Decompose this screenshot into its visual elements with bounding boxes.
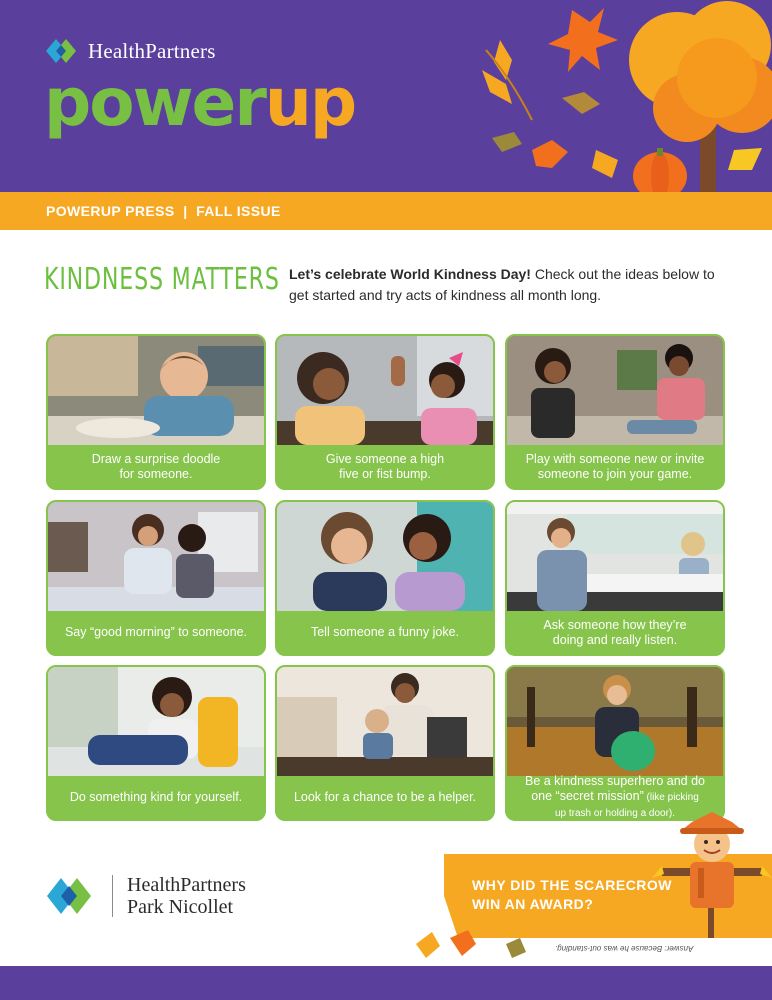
leaves-decoration: [410, 924, 530, 964]
photo-kids-playing-cards: [507, 336, 723, 445]
caption-line: for someone.: [119, 466, 193, 481]
card-caption: [507, 611, 723, 654]
healthpartners-park-nicollet-logo: [46, 874, 246, 918]
riddle-line-2: WIN AN AWARD?: [472, 896, 594, 912]
footer-bar: [0, 966, 772, 1000]
intro-paragraph: [289, 264, 729, 306]
diamond-logo-icon: [46, 38, 82, 64]
kindness-card-doodle: [46, 334, 266, 490]
photo-girls-talking: [48, 502, 264, 611]
card-caption: [48, 611, 264, 654]
caption-line: Be a kindness superhero and do: [525, 774, 705, 788]
caption-line: Tell someone a funny joke.: [310, 625, 459, 639]
photo-girl-picking-trash: [507, 667, 723, 776]
logo-text: [127, 874, 246, 918]
brand-name: HealthPartners: [88, 38, 216, 63]
caption-line: five or fist bump.: [339, 466, 431, 481]
caption-line: Ask someone how they’re: [543, 617, 687, 632]
scarecrow-illustration: [652, 808, 772, 938]
kindness-card-joke: [275, 500, 495, 656]
intro-rest: Check out the ideas below to get started and try acts of kindness all month long.: [289, 266, 715, 303]
card-caption: [277, 445, 493, 488]
photo-kitchen-helper: [277, 667, 493, 776]
photo-girl-journaling: [48, 667, 264, 776]
card-caption: [277, 776, 493, 819]
kindness-card-high-five: [275, 334, 495, 490]
caption-line: Give someone a high: [325, 451, 445, 466]
logo-line-2: Park Nicollet: [127, 896, 234, 918]
powerup-wordmark: [44, 64, 356, 141]
card-caption: [48, 445, 264, 488]
riddle-question: [472, 876, 672, 914]
kindness-card-play: [505, 334, 725, 490]
photo-boy-drawing: [48, 336, 264, 445]
caption-line: Say “good morning” to someone.: [64, 625, 248, 639]
diamond-logo-icon: [46, 876, 100, 916]
logo-line-1: HealthPartners: [127, 874, 246, 896]
photo-dad-listening: [507, 502, 723, 611]
caption-line-small: up trash or holding a door).: [554, 808, 676, 819]
card-caption: [277, 611, 493, 654]
card-caption: [48, 776, 264, 819]
autumn-tree-illustration: [472, 0, 772, 192]
logo-divider: [112, 875, 113, 917]
section-title: KINDNESS MATTERS: [44, 262, 280, 297]
riddle-answer-upside-down: Answer: Because he was out-standing.: [555, 944, 694, 953]
caption-line: Look for a chance to be a helper.: [293, 790, 477, 804]
kindness-card-yourself: [46, 665, 266, 821]
caption-line: Draw a surprise doodle: [91, 451, 221, 466]
wordmark-power: power: [44, 64, 265, 141]
caption-line: doing and really listen.: [552, 632, 678, 647]
caption-line: Do something kind for yourself.: [69, 790, 243, 804]
healthpartners-logo: [46, 38, 216, 64]
intro-bold: Let’s celebrate World Kindness Day!: [289, 266, 531, 282]
header-banner: [0, 0, 772, 192]
issue-label: POWERUP PRESS | FALL ISSUE: [46, 203, 281, 219]
kindness-card-superhero: [505, 665, 725, 821]
card-caption: [507, 445, 723, 488]
photo-kids-laughing: [277, 502, 493, 611]
wordmark-up: up: [264, 64, 356, 141]
caption-line-small: (like picking: [643, 792, 699, 803]
caption-line: one “secret mission”: [531, 789, 644, 803]
riddle-line-1: WHY DID THE SCARECROW: [472, 877, 673, 893]
caption-line: someone to join your game.: [537, 466, 693, 481]
caption-line: Play with someone new or invite: [525, 451, 705, 466]
kindness-card-listen: [505, 500, 725, 656]
kindness-card-helper: [275, 665, 495, 821]
photo-high-five: [277, 336, 493, 445]
kindness-card-good-morning: [46, 500, 266, 656]
